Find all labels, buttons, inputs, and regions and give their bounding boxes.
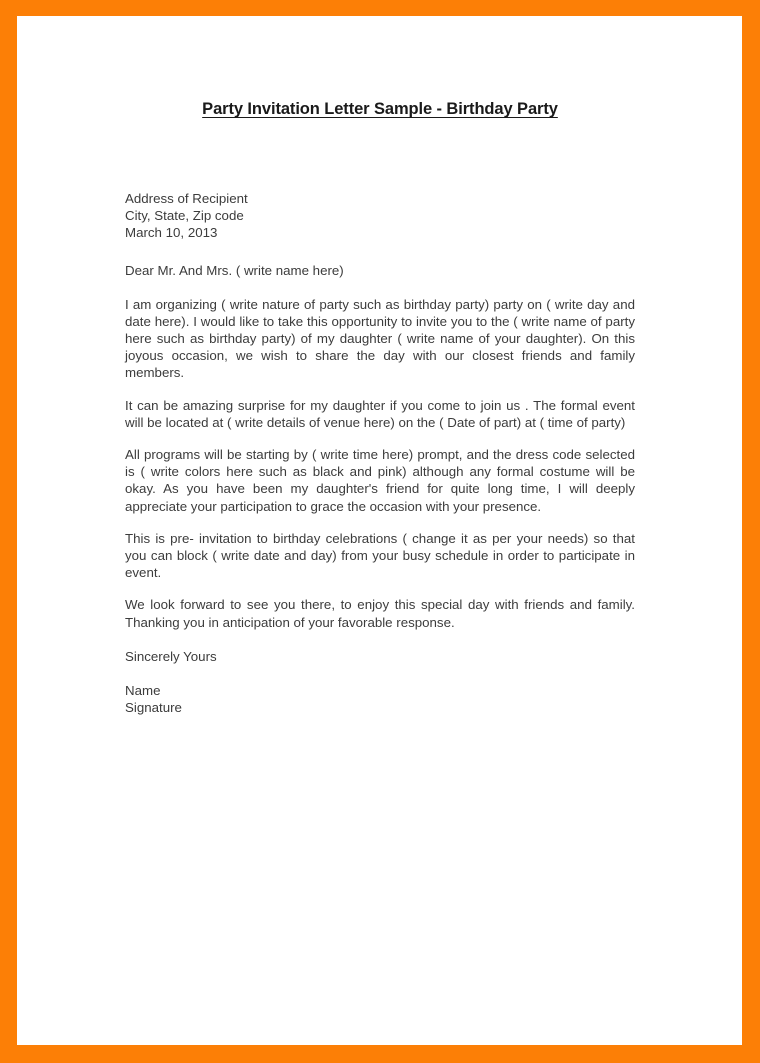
salutation: Dear Mr. And Mrs. ( write name here) xyxy=(125,263,344,279)
body-paragraph-4: This is pre- invitation to birthday celebrations ( change it as per your needs) so that you can block ( write date and day) from your busy schedule in order to participate in event. xyxy=(125,530,635,581)
body-paragraph-3: All programs will be starting by ( write time here) prompt, and the dress code selected is ( write colors here such as black and pink) although any formal costume will be okay. As you have been my daughter's friend for quite long time, I will deeply appreciate your participation to grace the occasion with your presence. xyxy=(125,447,635,514)
body-paragraph-1: I am organizing ( write nature of party such as birthday party) party on ( write day and date here). I would like to take this opportunity to invite you to the ( write name of party here such as birthday party) of my daughter ( write name of your daughter). On this joyous occasion, we wish to share the day with our closest friends and family members. xyxy=(125,296,635,381)
address-line-1: Address of Recipient xyxy=(125,190,248,206)
letter-sheet xyxy=(17,16,742,1045)
address-line-2: City, State, Zip code xyxy=(125,208,244,223)
closing-line: Sincerely Yours xyxy=(125,648,217,664)
page-title: Party Invitation Letter Sample - Birthday Party xyxy=(202,100,558,118)
body-paragraph-2: It can be amazing surprise for my daughter if you come to join us . The formal event will be located at ( write details of venue here) on the ( Date of part) at ( time of party) xyxy=(125,397,635,430)
signature-block xyxy=(125,682,635,716)
recipient-address-block xyxy=(125,190,635,242)
signature-label: Signature xyxy=(125,700,182,716)
letter-body xyxy=(125,100,635,716)
body-paragraph-5: We look forward to see you there, to enjoy this special day with friends and family. Thanking you in anticipation of your favorable response. xyxy=(125,597,635,630)
letter-date: March 10, 2013 xyxy=(125,225,218,241)
signer-name: Name xyxy=(125,683,161,699)
